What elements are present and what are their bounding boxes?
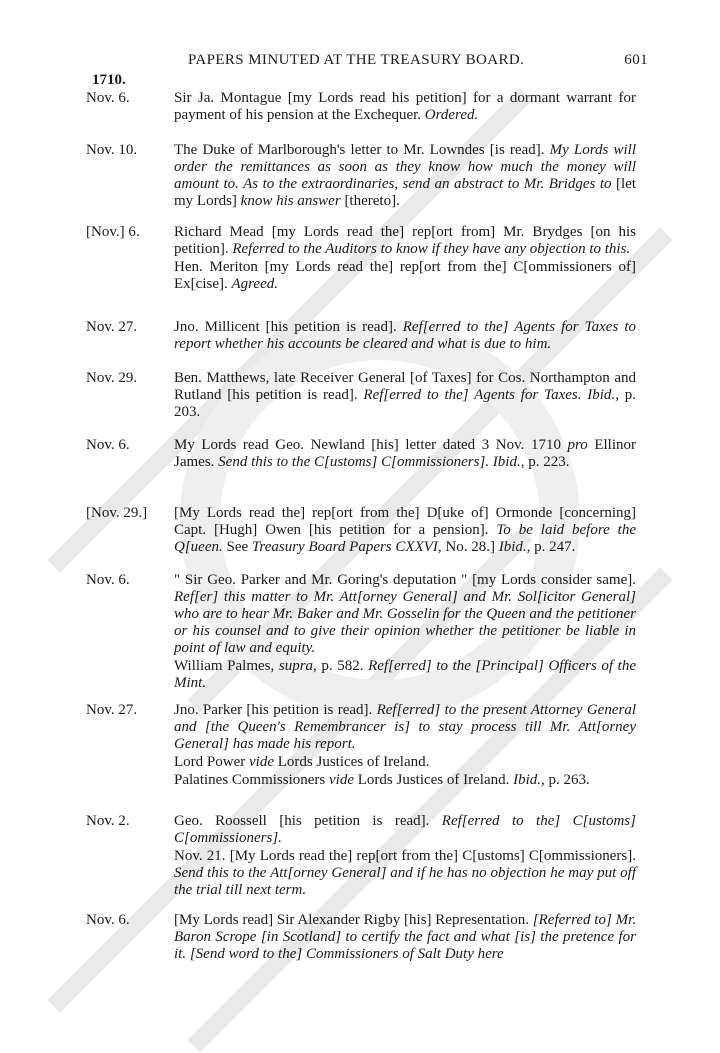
text-run: Hen. Meriton [my Lords read the] rep[ort from the] C[ommissioners of] Ex[cise]. (174, 259, 636, 292)
italic-text: Ref[erred to the] Agents for Taxes. Ibid. (363, 387, 616, 403)
italic-text: My Lords will order the remittances as soon as they know how much the money will amount to. As to the extraordinaries, send an abstract to Mr. Bridges to (174, 142, 636, 192)
text-run: See (222, 539, 252, 555)
italic-text: know his answer (236, 193, 345, 209)
entry-date: [Nov.] 6. (86, 224, 140, 240)
entry-paragraph (174, 702, 636, 753)
entry-paragraph (174, 658, 636, 692)
italic-text: Ibid. (498, 539, 527, 555)
entry-paragraph (174, 90, 636, 124)
entry-date: Nov. 2. (86, 813, 130, 829)
entry-body (174, 813, 636, 899)
text-run: Sir Ja. Montague [my Lords read his petition] for a dormant warrant for payment of his pension at the Exchequer. (174, 90, 636, 123)
year-label: 1710. (92, 72, 126, 88)
text-run: , p. 223. (520, 454, 570, 470)
italic-text: Send this to the Att[orney General] and if he has no objection he may put off the trial till next term. (174, 865, 636, 898)
entry-paragraph (174, 572, 636, 657)
italic-text: Ibid. (513, 772, 542, 788)
italic-text: vide (249, 754, 274, 770)
italic-text: Referred to the Auditors to know if they have any objection to this. (232, 241, 631, 257)
entry-paragraph (174, 370, 636, 421)
italic-text: Ordered. (424, 107, 479, 123)
entry-paragraph (174, 319, 636, 353)
entry-body (174, 572, 636, 692)
page-number: 601 (624, 52, 648, 68)
text-run: William Palmes, (174, 658, 279, 674)
text-run: The Duke of Marlborough's letter to Mr. Lowndes [is read]. (174, 142, 550, 158)
entry-paragraph (174, 505, 636, 556)
text-run: Lord Power (174, 754, 249, 770)
running-title: PAPERS MINUTED AT THE TREASURY BOARD. (188, 52, 525, 68)
entry-date: [Nov. 29.] (86, 505, 148, 521)
entry-body (174, 505, 636, 556)
text-run: [My Lords read the] rep[ort from the] D[uke of] Ormonde [concerning] Capt. [Hugh] Owen [his petition for a pension]. (174, 505, 636, 538)
text-run: My Lords read Geo. Newland [his] letter dated 3 Nov. 1710 (174, 437, 568, 453)
text-run: , p. 263. (541, 772, 590, 788)
entry-paragraph (174, 754, 636, 771)
italic-text: To be laid before the Q[ueen. (174, 522, 637, 555)
text-run: Richard Mead [my Lords read the] rep[ort from] Mr. Brydges [on his petition]. (174, 224, 636, 257)
italic-text: Ref[erred to the] C[ustoms] C[ommissioners]. (174, 813, 636, 846)
italic-text: Ref[erred to the] Agents for Taxes to report whether his accounts be cleared and what is due to him. (174, 319, 636, 352)
italic-text: Treasury Board Papers CXXVI (251, 539, 438, 555)
text-run: [let my Lords] (174, 176, 636, 209)
text-run: Jno. Parker [his petition is read]. (174, 702, 377, 718)
entry-body (174, 224, 636, 293)
text-run: , No. 28.] (437, 539, 499, 555)
text-run: [thereto]. (344, 193, 400, 209)
entry-body (174, 370, 636, 421)
entry-paragraph (174, 224, 636, 258)
entry-paragraph (174, 912, 636, 963)
entry-date: Nov. 6. (86, 912, 130, 928)
entry-paragraph (174, 772, 636, 789)
text-run: Nov. 21. [My Lords read the] rep[ort from the] C[ustoms] C[ommissioners]. (174, 848, 636, 864)
entry-body (174, 90, 636, 124)
entry-date: Nov. 6. (86, 572, 130, 588)
italic-text: Send this to the C[ustoms] C[ommissioners]. Ibid. (218, 454, 521, 470)
text-run: , p. 247. (526, 539, 576, 555)
entry-paragraph (174, 848, 636, 899)
entry-body (174, 702, 636, 789)
entry-date: Nov. 6. (86, 90, 130, 106)
text-run: [My Lords read] Sir Alexander Rigby [his] Representation. (174, 912, 533, 928)
entry-date: Nov. 6. (86, 437, 130, 453)
text-run: , p. 582. (313, 658, 369, 674)
entry-body (174, 437, 636, 471)
text-run: Geo. Roossell [his petition is read]. (174, 813, 442, 829)
italic-text: Ref[erred] to the [Principal] Officers of the Mint. (174, 658, 637, 691)
entry-date: Nov. 29. (86, 370, 138, 386)
text-run: Lords Justices of Ireland. (273, 754, 430, 770)
italic-text: Agreed. (231, 276, 278, 292)
text-run: Ben. Matthews, late Receiver General [of Taxes] for Cos. Northampton and Rutland [his petition is read]. (174, 370, 636, 403)
italic-text: supra (278, 658, 314, 674)
entry-body (174, 319, 636, 353)
entry-date: Nov. 10. (86, 142, 138, 158)
entry-paragraph (174, 437, 636, 471)
italic-text: [Referred to] Mr. Baron Scrope [in Scotland] to certify the fact and what [is] the pretence for it. [Send word to the] Commissioners of Salt Duty here (174, 912, 636, 962)
entry-date: Nov. 27. (86, 319, 138, 335)
text-run: Ellinor James. (174, 437, 636, 470)
text-run: Lords Justices of Ireland. (353, 772, 514, 788)
entry-paragraph (174, 813, 636, 847)
italic-text: Ref[erred] to the present Attorney General and [the Queen's Remembrancer is] to stay process till Mr. Att[orney General] has made his report. (174, 702, 636, 752)
text-run: Palatines Commissioners (174, 772, 329, 788)
entry-body (174, 142, 636, 210)
entry-body (174, 912, 636, 963)
text-run: " Sir Geo. Parker and Mr. Goring's deputation " [my Lords consider same]. (174, 572, 636, 588)
italic-text: Ref[er] this matter to Mr. Att[orney General] and Mr. Sol[icitor General] who are to hear Mr. Baker and Mr. Gosselin for the Queen and the petitioner or his counsel and to give their opinion whether the petitioner be liable in point of law and equity. (174, 589, 636, 656)
entry-paragraph (174, 259, 636, 293)
italic-text: pro (567, 437, 588, 453)
text-run: , p. 203. (174, 387, 636, 420)
text-run: Jno. Millicent [his petition is read]. (174, 319, 403, 335)
italic-text: vide (329, 772, 354, 788)
entry-paragraph (174, 142, 636, 210)
page-header (188, 52, 648, 69)
entry-date: Nov. 27. (86, 702, 138, 718)
